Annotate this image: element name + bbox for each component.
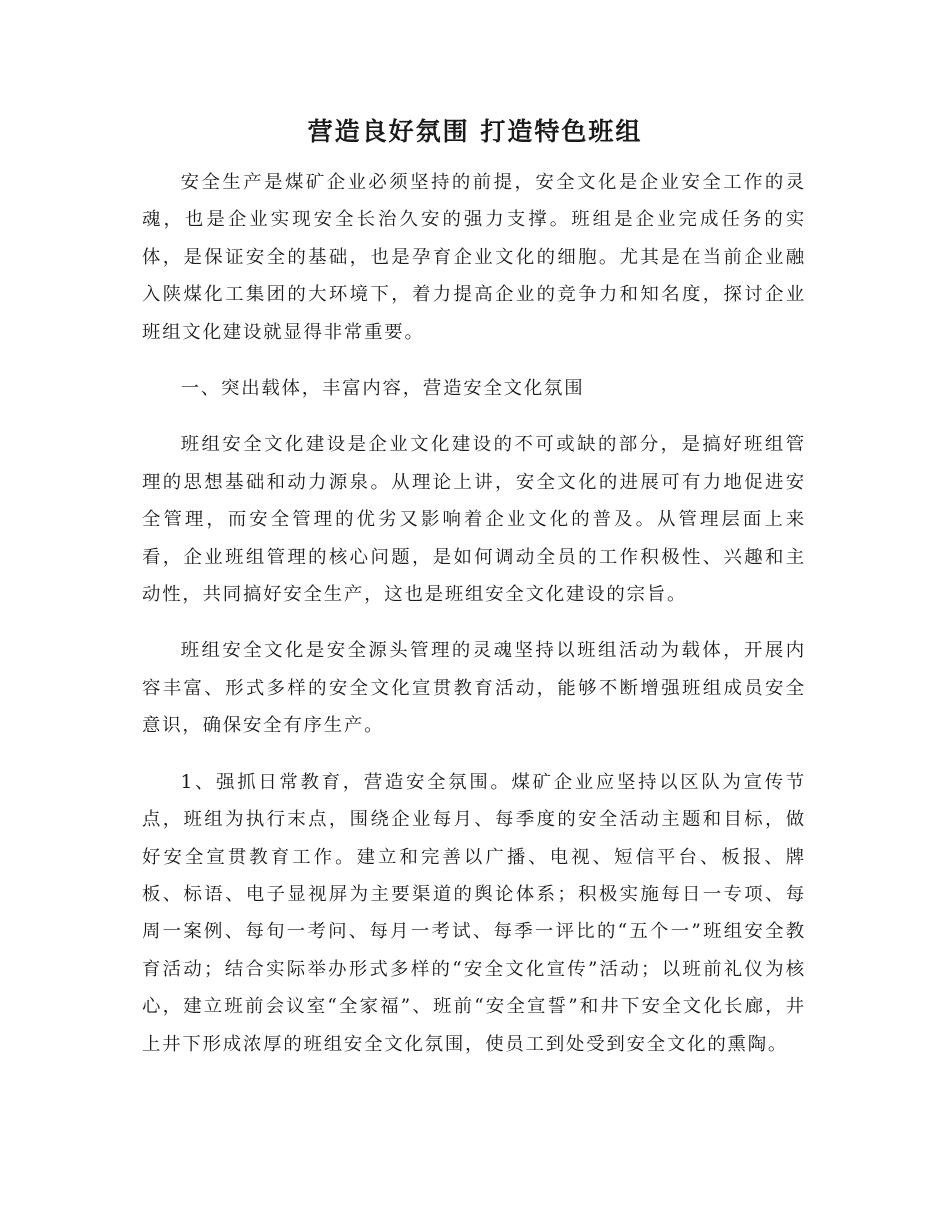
- section-heading-1: 一、突出载体，丰富内容，营造安全文化氛围: [180, 378, 585, 400]
- paragraph-intro: 安全生产是煤矿企业必须坚持的前提，安全文化是企业安全工作的灵魂，也是企业实现安全长治久安的强力支撑。班组是企业完成任务的实体，是保证安全的基础，也是孕育企业文化的细胞。尤其是在当前企业融入陕煤化工集团的大环境下，着力提高企业的竞争力和知名度，探讨企业班组文化建设就显得非常重要。: [142, 172, 806, 343]
- paragraph-section-1-a: 班组安全文化建设是企业文化建设的不可或缺的部分，是搞好班组管理的思想基础和动力源泉。从理论上讲，安全文化的进展可有力地促进安全管理，而安全管理的优劣又影响着企业文化的普及。从管理层面上来看，企业班组管理的核心问题，是如何调动全员的工作积极性、兴趣和主动性，共同搞好安全生产，这也是班组安全文化建设的宗旨。: [142, 434, 806, 606]
- document-title: 营造良好氛围 打造特色班组: [307, 117, 643, 146]
- paragraph-item-1: 1、强抓日常教育，营造安全氛围。煤矿企业应坚持以区队为宣传节点，班组为执行末点，围绕企业每月、每季度的安全活动主题和目标，做好安全宣贯教育工作。建立和完善以广播、电视、短信平台、板报、牌板、标语、电子显视屏为主要渠道的舆论体系；积极实施每日一专项、每周一案例、每旬一考问、每月一考试、每季一评比的“五个一”班组安全教育活动；结合实际举办形式多样的“安全文化宣传”活动；以班前礼仪为核心，建立班前会议室“全家福”、班前“安全宣誓”和井下安全文化长廊，井上井下形成浓厚的班组安全文化氛围，使员工到处受到安全文化的熏陶。: [142, 771, 806, 1055]
- document-body: [142, 164, 806, 1082]
- paragraph-section-1-b: 班组安全文化是安全源头管理的灵魂坚持以班组活动为载体，开展内容丰富、形式多样的安全文化宣贯教育活动，能够不断增强班组成员安全意识，确保安全有序生产。: [142, 640, 806, 737]
